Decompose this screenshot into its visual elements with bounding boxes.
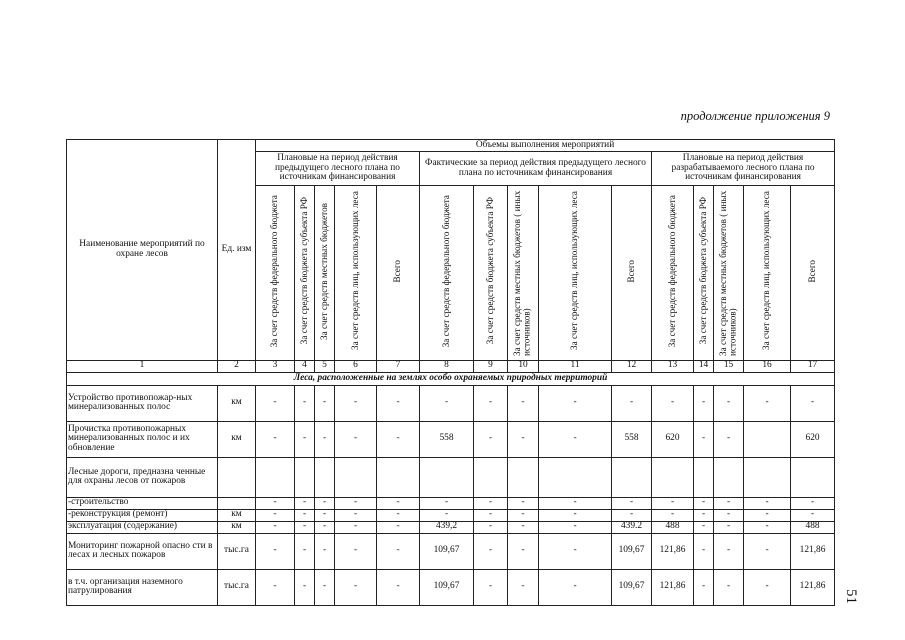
- row-cell: [744, 421, 791, 457]
- row-cell: -: [315, 509, 335, 521]
- row-cell: [652, 457, 694, 497]
- row-cell: 109,67: [612, 569, 652, 605]
- subcol-header-16: За счет средств лиц, использующих леса: [744, 186, 791, 361]
- row-cell: -: [377, 521, 420, 533]
- row-cell: -: [420, 509, 474, 521]
- row-cell: -: [420, 385, 474, 421]
- row-cell: -: [714, 385, 744, 421]
- continuation-header: продолжение приложения 9: [680, 109, 830, 123]
- subcol-header-4: За счет средств бюджета субъекта РФ: [295, 186, 315, 361]
- row-cell: [508, 457, 539, 497]
- table-row: [67, 421, 835, 457]
- row-cell: -: [474, 497, 508, 509]
- row-cell: -: [295, 533, 315, 569]
- row-cell: 109,67: [420, 533, 474, 569]
- col-number: 9: [474, 360, 508, 372]
- row-cell: -: [335, 497, 377, 509]
- row-cell: -: [714, 509, 744, 521]
- row-unit: км: [218, 385, 256, 421]
- row-cell: 109,67: [420, 569, 474, 605]
- row-cell: -: [315, 521, 335, 533]
- row-cell: [295, 457, 315, 497]
- col-number: 7: [377, 360, 420, 372]
- row-cell: -: [315, 533, 335, 569]
- row-cell: -: [714, 521, 744, 533]
- row-cell: [474, 457, 508, 497]
- row-cell: [377, 457, 420, 497]
- row-cell: -: [508, 421, 539, 457]
- row-cell: [335, 457, 377, 497]
- col-number: 17: [791, 360, 835, 372]
- row-cell: -: [335, 569, 377, 605]
- row-cell: -: [694, 497, 714, 509]
- row-cell: -: [744, 533, 791, 569]
- row-cell: -: [335, 521, 377, 533]
- row-unit: км: [218, 521, 256, 533]
- col-number: 8: [420, 360, 474, 372]
- row-cell: -: [474, 509, 508, 521]
- row-unit: [218, 497, 256, 509]
- row-name: эксплуатация (содержание): [67, 521, 218, 533]
- table-row: [67, 569, 835, 605]
- row-cell: -: [315, 569, 335, 605]
- row-unit: [218, 457, 256, 497]
- row-cell: -: [335, 509, 377, 521]
- row-cell: -: [694, 521, 714, 533]
- table-row: [67, 457, 835, 497]
- row-cell: -: [694, 509, 714, 521]
- subcol-header-15: За счет средств местных бюджетов ( иных источников): [714, 186, 744, 361]
- row-name: -строительство: [67, 497, 218, 509]
- row-cell: -: [539, 421, 612, 457]
- row-cell: -: [612, 497, 652, 509]
- row-cell: 488: [652, 521, 694, 533]
- row-cell: -: [295, 509, 315, 521]
- row-cell: [694, 457, 714, 497]
- row-cell: -: [694, 385, 714, 421]
- row-cell: -: [295, 521, 315, 533]
- page-number: 51: [843, 589, 859, 604]
- row-name: Прочистка противопожарных минерализованных полос и их обновление: [67, 421, 218, 457]
- row-cell: -: [295, 385, 315, 421]
- row-cell: 558: [420, 421, 474, 457]
- row-cell: -: [791, 385, 835, 421]
- subcol-header-5: За счет средств местных бюджетов: [315, 186, 335, 361]
- row-cell: -: [508, 509, 539, 521]
- row-cell: -: [420, 497, 474, 509]
- row-cell: -: [508, 569, 539, 605]
- row-cell: -: [694, 421, 714, 457]
- row-cell: -: [295, 497, 315, 509]
- table-row: [67, 497, 835, 509]
- row-cell: -: [335, 385, 377, 421]
- row-cell: -: [714, 497, 744, 509]
- row-cell: -: [256, 385, 295, 421]
- subcol-header-13: За счет средств федерального бюджета: [652, 186, 694, 361]
- row-cell: [612, 457, 652, 497]
- row-cell: [256, 457, 295, 497]
- subcol-header-10: За счет средств местных бюджетов ( иных источников): [508, 186, 539, 361]
- row-cell: -: [714, 533, 744, 569]
- row-cell: [744, 457, 791, 497]
- row-cell: -: [539, 569, 612, 605]
- row-cell: -: [474, 385, 508, 421]
- row-cell: -: [508, 497, 539, 509]
- subcol-header-17: Всего: [791, 186, 835, 361]
- row-cell: -: [295, 569, 315, 605]
- group-new-plan: Плановые на период действия разрабатываемого лесного плана по источникам финансирования: [652, 152, 835, 186]
- row-cell: -: [744, 385, 791, 421]
- row-cell: 109,67: [612, 533, 652, 569]
- table-row: [67, 533, 835, 569]
- col-number: 4: [295, 360, 315, 372]
- row-cell: -: [612, 385, 652, 421]
- row-cell: -: [744, 509, 791, 521]
- col-number: 15: [714, 360, 744, 372]
- row-cell: -: [377, 385, 420, 421]
- subcol-header-8: За счет средств федерального бюджета: [420, 186, 474, 361]
- subcol-header-9: За счет средств бюджета субъекта РФ: [474, 186, 508, 361]
- row-cell: -: [652, 385, 694, 421]
- row-cell: [420, 457, 474, 497]
- row-cell: -: [539, 497, 612, 509]
- row-cell: -: [377, 509, 420, 521]
- row-cell: -: [539, 385, 612, 421]
- row-cell: [791, 457, 835, 497]
- section-title: Леса, расположенные на землях особо охраняемых природных территорий: [67, 372, 835, 385]
- col-unit-header: Ед. изм: [218, 140, 256, 361]
- row-cell: 121,86: [652, 533, 694, 569]
- row-cell: -: [474, 533, 508, 569]
- row-cell: -: [256, 497, 295, 509]
- row-cell: -: [377, 497, 420, 509]
- col-number: 14: [694, 360, 714, 372]
- row-cell: -: [652, 509, 694, 521]
- row-cell: -: [508, 521, 539, 533]
- row-cell: -: [539, 521, 612, 533]
- col-number: 5: [315, 360, 335, 372]
- col-number: 1: [67, 360, 218, 372]
- row-cell: -: [256, 509, 295, 521]
- row-cell: 620: [791, 421, 835, 457]
- subcol-header-7: Всего: [377, 186, 420, 361]
- row-name: Устройство противопожар-ных минерализованных полос: [67, 385, 218, 421]
- row-cell: [714, 457, 744, 497]
- col-name-header: Наименование мероприятий по охране лесов: [67, 140, 218, 361]
- row-cell: -: [335, 421, 377, 457]
- row-cell: -: [744, 521, 791, 533]
- row-cell: -: [508, 533, 539, 569]
- row-cell: -: [539, 533, 612, 569]
- row-unit: км: [218, 421, 256, 457]
- row-unit: тыс.га: [218, 569, 256, 605]
- row-cell: 558: [612, 421, 652, 457]
- row-unit: км: [218, 509, 256, 521]
- group-previous-actual: Фактические за период действия предыдущего лесного плана по источникам финансирования: [420, 152, 652, 186]
- subcol-header-11: За счет средств лиц, использующих леса: [539, 186, 612, 361]
- col-number: 2: [218, 360, 256, 372]
- row-cell: 439,2: [420, 521, 474, 533]
- row-cell: -: [694, 569, 714, 605]
- row-name: Лесные дороги, предназна ченные для охраны лесов от пожаров: [67, 457, 218, 497]
- col-number: 16: [744, 360, 791, 372]
- row-cell: -: [315, 421, 335, 457]
- row-cell: -: [377, 533, 420, 569]
- row-cell: -: [256, 521, 295, 533]
- subcol-header-3: За счет средств федерального бюджета: [256, 186, 295, 361]
- row-cell: -: [295, 421, 315, 457]
- row-cell: -: [474, 421, 508, 457]
- measures-table: [66, 139, 835, 606]
- group-previous-plan: Плановые на период действия предыдущего лесного плана по источникам финансирования: [256, 152, 420, 186]
- col-number: 3: [256, 360, 295, 372]
- row-cell: -: [714, 421, 744, 457]
- col-number: 13: [652, 360, 694, 372]
- row-cell: -: [791, 509, 835, 521]
- row-cell: 121,86: [791, 533, 835, 569]
- row-cell: -: [335, 533, 377, 569]
- row-cell: -: [744, 497, 791, 509]
- row-cell: -: [791, 497, 835, 509]
- col-number: 6: [335, 360, 377, 372]
- col-number: 10: [508, 360, 539, 372]
- row-name: Мониторинг пожарной опасно сти в лесах и лесных пожаров: [67, 533, 218, 569]
- row-cell: -: [256, 421, 295, 457]
- col-number: 11: [539, 360, 612, 372]
- group-title: Объемы выполнения мероприятий: [256, 140, 835, 152]
- row-cell: -: [315, 497, 335, 509]
- row-cell: -: [474, 569, 508, 605]
- row-cell: 439.2: [612, 521, 652, 533]
- row-cell: -: [377, 569, 420, 605]
- row-cell: -: [744, 569, 791, 605]
- row-unit: тыс.га: [218, 533, 256, 569]
- row-cell: -: [377, 421, 420, 457]
- row-cell: -: [474, 521, 508, 533]
- subcol-header-12: Всего: [612, 186, 652, 361]
- row-cell: -: [256, 569, 295, 605]
- row-cell: -: [508, 385, 539, 421]
- row-cell: -: [256, 533, 295, 569]
- row-cell: -: [694, 533, 714, 569]
- row-cell: 121,86: [791, 569, 835, 605]
- subcol-header-14: За счет средств бюджета субъекта РФ: [694, 186, 714, 361]
- row-cell: -: [714, 569, 744, 605]
- row-cell: [315, 457, 335, 497]
- row-cell: 121,86: [652, 569, 694, 605]
- table-row: [67, 509, 835, 521]
- row-cell: 488: [791, 521, 835, 533]
- col-number: 12: [612, 360, 652, 372]
- row-cell: -: [539, 509, 612, 521]
- row-name: в т.ч. организация наземного патрулирования: [67, 569, 218, 605]
- table-row: [67, 521, 835, 533]
- row-cell: [539, 457, 612, 497]
- table-row: [67, 385, 835, 421]
- row-cell: -: [315, 385, 335, 421]
- row-cell: -: [612, 509, 652, 521]
- row-cell: -: [652, 497, 694, 509]
- row-name: -реконструкция (ремонт): [67, 509, 218, 521]
- subcol-header-6: За счет средств лиц, использующих леса: [335, 186, 377, 361]
- row-cell: 620: [652, 421, 694, 457]
